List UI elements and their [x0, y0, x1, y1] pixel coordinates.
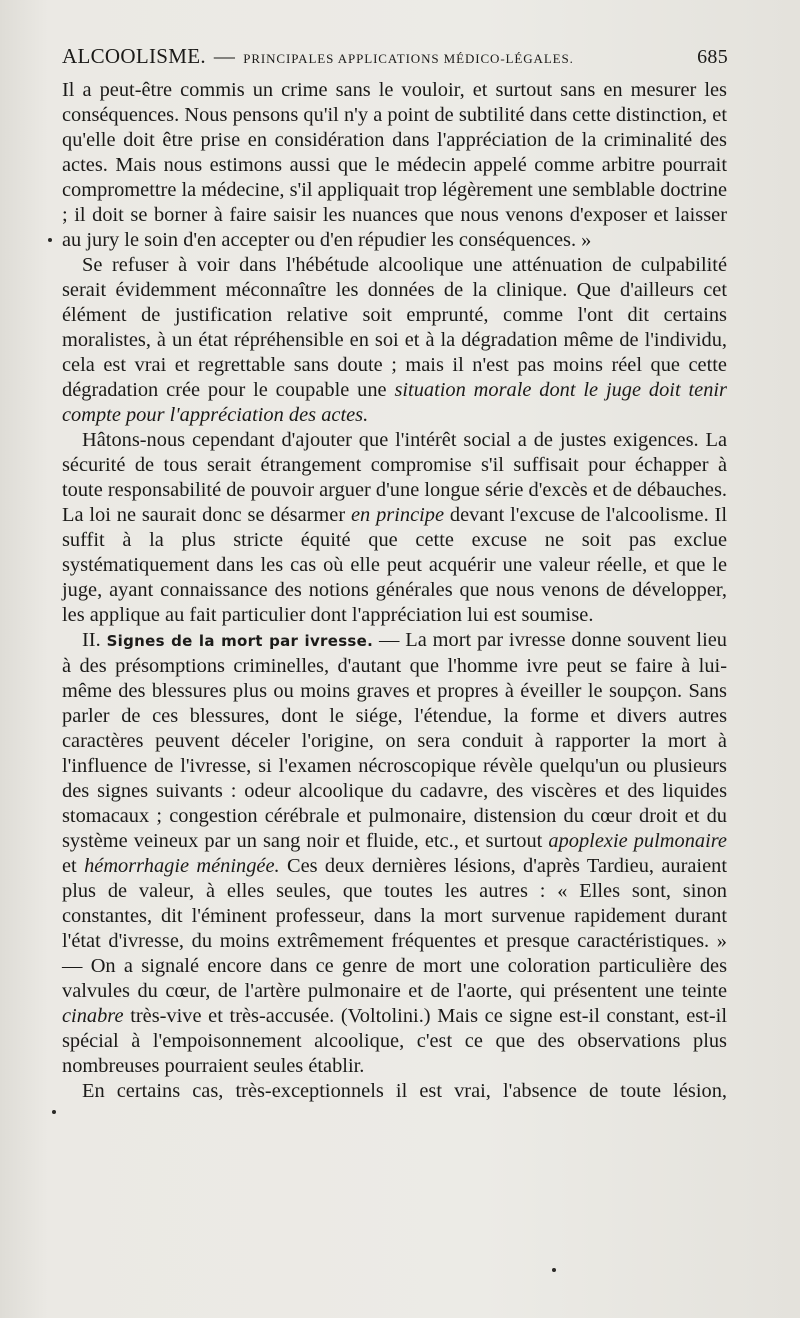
- paragraph-social-interest: [62, 428, 727, 628]
- paragraph-3-text-a: Hâtons-nous cependant d'ajouter que l'intérêt social a de justes exigences. La sécurité de tous serait étrangement compromise s'il suffisait pour échapper à toute responsabilité de pouvoir arguer d'une longue série d'excès et de débauches. La loi ne saurait donc se désarmer: [62, 429, 727, 526]
- paragraph-culpability: [62, 253, 727, 428]
- section-heading: Signes de la mort par ivresse.: [106, 632, 374, 650]
- section-text-b: Ces deux dernières lésions, d'après Tardieu, auraient plus de valeur, à elles seules, que toutes les autres : « Elles sont, sinon constantes, dit l'éminent professeur, dans la mort survenue rapidement durant l'état d'ivresse, du moins extrêmement fréquentes et presque caractéristiques. » — On a signalé encore dans ce genre de mort une coloration particulière des valvules du cœur, de l'artère pulmonaire et de l'aorte, qui présentent une teinte: [62, 855, 728, 1002]
- page-number: 685: [697, 46, 728, 68]
- page-speck: [552, 1268, 556, 1272]
- paragraph-5-text: En certains cas, très-exceptionnels il est vrai, l'absence de toute lésion,: [82, 1080, 727, 1102]
- paragraph-final: [62, 1079, 727, 1104]
- margin-mark: [52, 1110, 56, 1114]
- paragraph-2-italic: situation morale dont le juge doit tenir compte pour l'appréciation des actes.: [62, 379, 727, 426]
- section-italic-hemorrhagie: hémorrhagie méningée.: [84, 855, 280, 877]
- section-italic-apoplexie: apoplexie pulmonaire: [548, 830, 727, 852]
- section-italic-cinabre: cinabre: [62, 1005, 124, 1027]
- section-signs-of-death: [62, 628, 727, 1079]
- paragraph-continued: [62, 78, 727, 253]
- section-text-and: et: [62, 855, 77, 877]
- body-text: [62, 78, 727, 1104]
- running-head-dash: —: [213, 44, 236, 68]
- paragraph-3-italic: en principe: [350, 504, 445, 526]
- margin-mark: [48, 238, 52, 242]
- paragraph-1-text: Il a peut-être commis un crime sans le vouloir, et surtout sans en mesurer les conséquences. Nous pensons qu'il n'y a point de subtilité dans cette distinction, et qu'elle doit être prise en considération dans l'appréciation de la criminalité des actes. Mais nous estimons aussi que le médecin appelé comme arbitre pourrait compromettre la médecine, s'il appliquait trop légèrement une semblable doctrine ; il doit se borner à faire saisir les nuances que nous venons d'exposer et laisser au jury le soin d'en accepter ou d'en répudier les conséquences. »: [62, 79, 727, 251]
- section-number: II.: [82, 629, 101, 651]
- paragraph-2-text: Se refuser à voir dans l'hébétude alcoolique une atténuation de culpabilité serait évidemment méconnaître les données de la clinique. Que d'ailleurs cet élément de justification relative soit emprunté, comme l'ont dit certains moralistes, à un état répréhensible en soi et à la dégradation même de l'individu, cela est vrai et regrettable sans doute ; mais il n'est pas moins réel que cette dégradation crée pour le coupable une: [62, 254, 727, 401]
- running-head-title: ALCOOLISME.: [62, 44, 206, 68]
- section-text-a: — La mort par ivresse donne souvent lieu à des présomptions criminelles, d'autant que l'homme ivre peut se faire à lui-même des blessures plus ou moins graves et propres à éveiller le soupçon. Sans parler de ces blessures, dont le siége, l'étendue, la forme et divers autres caractères peuvent déceler l'origine, on sera conduit à rapporter la mort à l'influence de l'ivresse, si l'examen nécroscopique révèle quelqu'un ou plusieurs des signes suivants : odeur alcoolique du cadavre, des viscères et des liquides stomacaux ; congestion cérébrale et pulmonaire, distension du cœur droit et du système veineux par un sang noir et fluide, etc., et surtout: [62, 629, 727, 852]
- running-head-subtitle: PRINCIPALES APPLICATIONS MÉDICO-LÉGALES.: [243, 51, 574, 66]
- section-text-c: très-vive et très-accusée. (Voltolini.) Mais ce signe est-il constant, est-il spécial à l'empoisonnement alcoolique, c'est ce que des observations plus nombreuses pourraient seules établir.: [62, 1005, 727, 1077]
- running-head: [62, 44, 728, 76]
- paragraph-3-text-b: devant l'excuse de l'alcoolisme. Il suffit à la plus stricte équité que cette excuse ne soit pas exclue systématiquement dans les cas où elle peut acquérir une valeur réelle, et que le juge, ayant connaissance des notions générales que nous venons de développer, les applique au fait particulier dont l'appréciation lui est soumise.: [62, 504, 727, 626]
